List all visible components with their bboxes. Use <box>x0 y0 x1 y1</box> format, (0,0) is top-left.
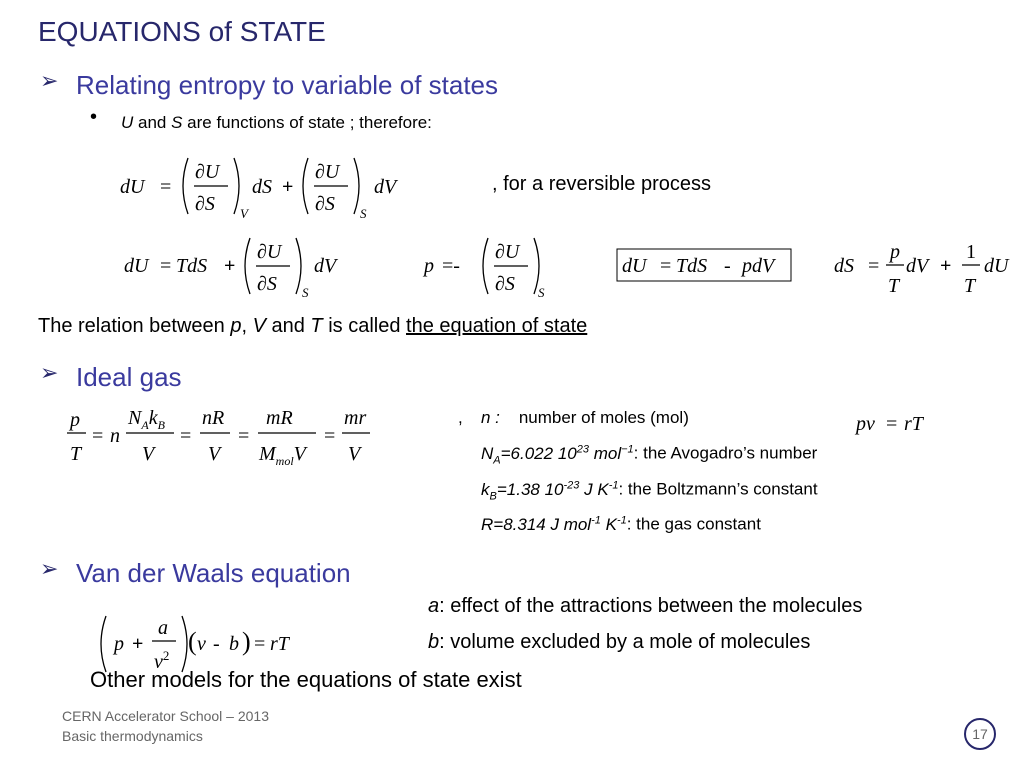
equation-of-state-definition: The relation between p, V and T is called the equation of state <box>38 315 588 337</box>
svg-text:∂S: ∂S <box>195 193 215 215</box>
svg-text:NAkB: $N_Ak_B$ <box>128 407 165 432</box>
svg-text:v: v <box>197 633 206 655</box>
page-number: 17 <box>964 718 996 750</box>
svg-text:dU: dU <box>120 176 145 198</box>
svg-text:∂S: ∂S <box>257 273 277 295</box>
svg-text:=: = <box>660 255 672 277</box>
equation-dU-differential <box>110 148 420 228</box>
svg-text:dS: dS <box>252 176 272 198</box>
boltzmann-constant: $k_B=1.38$ $10^{-23}$ J $K^{-1}$: the Boltzmann’s constant <box>481 479 818 503</box>
svg-text:∂S: ∂S <box>315 193 335 215</box>
equation-pressure <box>414 230 564 305</box>
svg-text:+: + <box>940 255 952 277</box>
svg-text:pdV: pdV <box>742 255 775 277</box>
equation-fundamental-boxed <box>616 248 796 284</box>
svg-text:T: T <box>70 443 82 465</box>
svg-text:n: n <box>110 425 120 447</box>
svg-text:T: T <box>888 275 900 297</box>
svg-text:∂U: ∂U <box>315 161 340 183</box>
svg-text:(: ( <box>188 627 197 656</box>
svg-text:a: a <box>158 617 168 639</box>
svg-text:dU: dU <box>124 255 149 277</box>
svg-text:V: V <box>142 443 155 465</box>
svg-text:V: V <box>348 443 361 465</box>
footer-course: Basic thermodynamics <box>62 728 203 744</box>
section-heading-van-der-waals: Van der Waals equation <box>76 558 351 588</box>
svg-text:dU: dU <box>622 255 647 277</box>
svg-text:mr: mr <box>344 407 367 429</box>
svg-text:dV: dV <box>906 255 929 277</box>
reversible-process-note: , for a reversible process <box>492 173 711 195</box>
svg-text:v2: $v^2$ <box>154 648 170 673</box>
equation-dU-TdS <box>114 230 364 305</box>
other-models-note: Other models for the equations of state exist <box>90 667 522 692</box>
svg-text:T: T <box>964 275 976 297</box>
svg-text:=: = <box>160 255 172 277</box>
svg-text:MmolV: $M_{mol}V$ <box>259 443 306 468</box>
svg-text:∂S: ∂S <box>495 273 515 295</box>
svg-text:p: p <box>114 633 124 655</box>
svg-text:): ) <box>242 627 251 656</box>
bullet-functions-of-state: U and S are functions of state ; therefore: <box>121 113 432 132</box>
svg-text:+: + <box>132 633 144 655</box>
slide-title: EQUATIONS of STATE <box>38 16 326 47</box>
svg-text:S: S <box>538 285 545 300</box>
list-comma: , <box>458 408 463 427</box>
svg-text:=: = <box>238 425 250 447</box>
svg-text:V: V <box>208 443 221 465</box>
svg-text:+: + <box>224 255 236 277</box>
svg-text:rT: rT <box>904 413 923 435</box>
footer-school: CERN Accelerator School – 2013 <box>62 708 269 724</box>
svg-text:dV: dV <box>314 255 337 277</box>
svg-text:=-: =- <box>442 255 460 277</box>
svg-text:dS: dS <box>834 255 854 277</box>
svg-text:dV: dV <box>374 176 397 198</box>
svg-text:-: - <box>213 633 220 655</box>
svg-text:b: b <box>229 633 239 655</box>
arrow-bullet-icon: ➢ <box>40 360 59 385</box>
svg-text:rT: rT <box>270 633 289 655</box>
equation-pv-rT <box>848 406 938 438</box>
svg-text:=: = <box>160 176 172 198</box>
arrow-bullet-icon: ➢ <box>40 68 59 93</box>
avogadro-constant: $N_A=6.022$ $10^{23}$ mol$^{-1}$: the Avogadro’s number <box>481 443 818 467</box>
gas-constant: R=8.314 J mol$^{-1}$ $K^{-1}$: the gas constant <box>481 514 761 534</box>
vdw-a-description: a: effect of the attractions between the molecules <box>428 595 863 617</box>
svg-text:=: = <box>92 425 104 447</box>
svg-text:p: p <box>890 241 900 263</box>
svg-text:p: p <box>70 409 80 431</box>
svg-text:TdS: TdS <box>676 255 708 277</box>
svg-text:mR: mR <box>266 407 293 429</box>
svg-text:=: = <box>324 425 336 447</box>
svg-text:V: V <box>240 206 248 221</box>
equation-ideal-gas <box>62 402 382 472</box>
section-heading-entropy: Relating entropy to variable of states <box>76 70 499 100</box>
svg-text:p: p <box>424 255 434 277</box>
svg-text:1: 1 <box>966 241 976 263</box>
svg-text:nR: nR <box>202 407 225 429</box>
dot-bullet-icon: • <box>90 106 98 128</box>
moles-definition: n : number of moles (mol) <box>481 408 689 427</box>
arrow-bullet-icon: ➢ <box>40 556 59 581</box>
svg-text:-: - <box>724 255 731 277</box>
svg-text:+: + <box>282 176 294 198</box>
svg-text:dU: dU <box>984 255 1009 277</box>
svg-text:=: = <box>868 255 880 277</box>
svg-text:=: = <box>886 413 898 435</box>
svg-text:S: S <box>302 285 309 300</box>
section-heading-ideal-gas: Ideal gas <box>76 362 182 392</box>
svg-text:∂U: ∂U <box>257 241 282 263</box>
equation-dS <box>826 236 1022 302</box>
svg-text:S: S <box>360 206 367 221</box>
vdw-b-description: b: volume excluded by a mole of molecules <box>428 631 811 653</box>
svg-text:∂U: ∂U <box>495 241 520 263</box>
svg-text:∂U: ∂U <box>195 161 220 183</box>
svg-text:TdS: TdS <box>176 255 208 277</box>
svg-text:pv: pv <box>856 413 875 435</box>
svg-text:=: = <box>254 633 266 655</box>
svg-text:=: = <box>180 425 192 447</box>
